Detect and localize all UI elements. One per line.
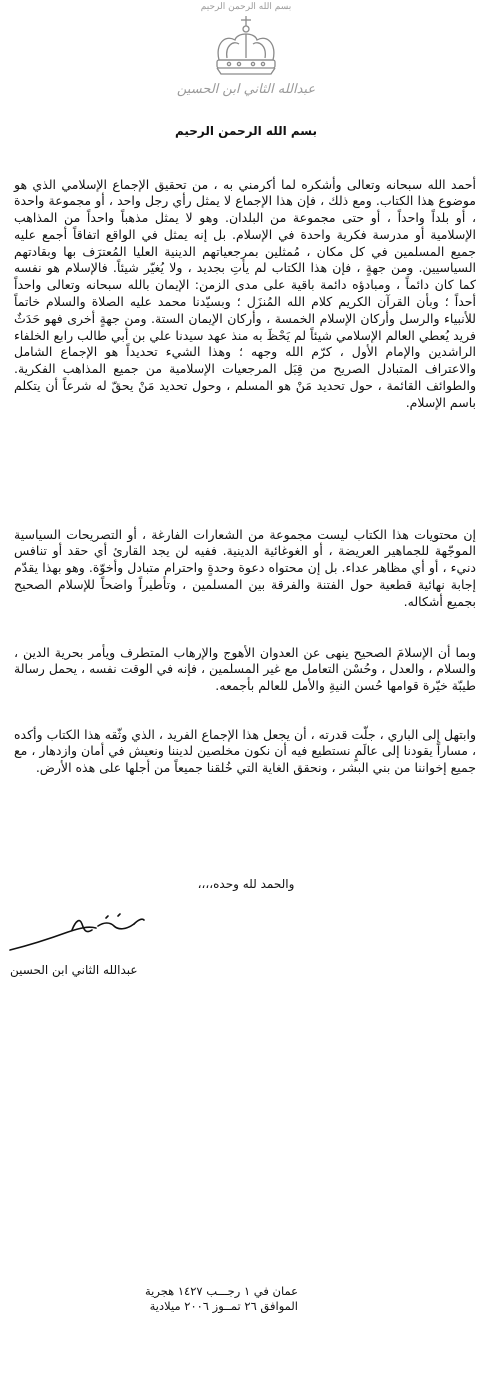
- date-hijri: عمان في ١ رجـــب ١٤٢٧ هجرية: [145, 1284, 298, 1298]
- basmala-heading: بسم الله الرحمن الرحيم: [174, 124, 318, 138]
- paragraph-4: وابتهل إلى الباري ، جلّت قدرته ، أن يجعل هذا الإجماع الفريد ، الذي وثّقه هذا الكتاب وأكده ، مساراً يقودنا إلى عالَمٍ نستطيع فيه أن نكون مخلصين لديننا ونعيش في أمان وازدهار ، مع جميع إخواننا من بني البشر ، ونحقق الغاية التي خُلقنا جميعاً من أجلها على هذه الأرض.: [14, 726, 476, 776]
- paragraph-1: أحمد الله سبحانه وتعالى وأشكره لما أكرمني به ، من تحقيق الإجماع الإسلامي الذي هو موضوع هذا الكتاب. ومع ذلك ، فإن هذا الإجماع لا يمثل رأي رجل واحد ، أو مجموعة واحدة ، أو بلداً واحداً ، أو حتى مجموعة من البلدان. وهو لا يمثل مذهباً واحداً من المذاهب الإسلامية أو مدرسة فكرية واحدة في الإسلام. بل إنه يمثل في الواقع اتفاقاً أجمع عليه جميع المسلمين في كل مكان ، مُمثلين بمرجعياتهم الدينية العليا المُعترَف بها وبقادتهم السياسيين. ومن جهةٍ ، فإن هذا الكتاب لم يأتِ بجديد ، ولا يُغيّر شيئاً. فالإسلام هو نفسه كما كان دائماً ، ومبادؤه دائمة باقية على مدى الزمن: الإيمان بالله سبحانه وتعالى واحداً أحداً ؛ وبأن القرآن الكريم كلام الله المُنزَل ؛ وبسيّدنا محمد عليه الصلاة والسلام خاتماً للأنبياء والرسل وأركان الإسلام الخمسة ، وأركان الإيمان الستة. ومن جهةٍ أخرى فهو حَدَثٌ فريد يُعطي العالم الإسلامي شيئاً لم يَحْظَ به منذ عهد سيدنا علي بن أبي طالب رابع الخلفاء الراشدين والإمام الأول ، كرّم الله وجهه ؛ وهذا الشيء تحديداً هو الإجماع الشامل والاعتراف المتبادل الصريح من قِبَل المرجعيات الإسلامية من جميع المذاهب الفكرية. والطوائف القائمة ، حول تحديد مَنْ هو المسلم ، وحول تحديد مَنْ يحقّ له شرعاً أن يتكلم باسم الإسلام.: [14, 176, 476, 410]
- signer-name: عبدالله الثاني ابن الحسين: [10, 963, 138, 977]
- letterhead-top-script: بسم الله الرحمن الرحيم: [200, 2, 292, 12]
- letterhead: [0, 0, 492, 110]
- paragraph-2: إن محتويات هذا الكتاب ليست مجموعة من الشعارات الفارغة ، أو التصريحات السياسية الموجّهة للجماهير العريضة ، أو الغوغائية الدينية. ففيه لن يجد القارئ أي حقد أو تنافس دنيء ، أو أي مظاهر عداء. بل إن محتواه دعوة وحدةٍ واحترام متبادل وأخوّة. وهو بهذا يقدّم إجابة نهائية قطعية حول الفتنة والفرقة بين المسلمين ، وتأطيراً واضحاً للإسلام الصحيح بجميع أشكاله.: [14, 526, 476, 609]
- letterhead-name-script: عبدالله الثاني ابن الحسين: [176, 82, 316, 97]
- date-block: [48, 1284, 298, 1314]
- handwritten-signature: [6, 910, 156, 956]
- date-gregorian: الموافق ٢٦ تمــوز ٢٠٠٦ ميلادية: [149, 1299, 298, 1313]
- closing-line: والحمد لله وحده،،،،: [197, 877, 295, 891]
- paragraph-3: وبما أن الإسلامَ الصحيح ينهى عن العدوان الأهوج والإرهاب المتطرف ويأمر بحرية الدين ، والسلام ، والعدل ، وحُسْن التعامل مع غير المسلمين ، فإنه في الوقت نفسه ، يحمل رسالة طيبّة خيّرة قوامها حُسن النيةِ والأمل للعالم بأجمعه.: [14, 644, 476, 694]
- crown-icon: [207, 14, 285, 78]
